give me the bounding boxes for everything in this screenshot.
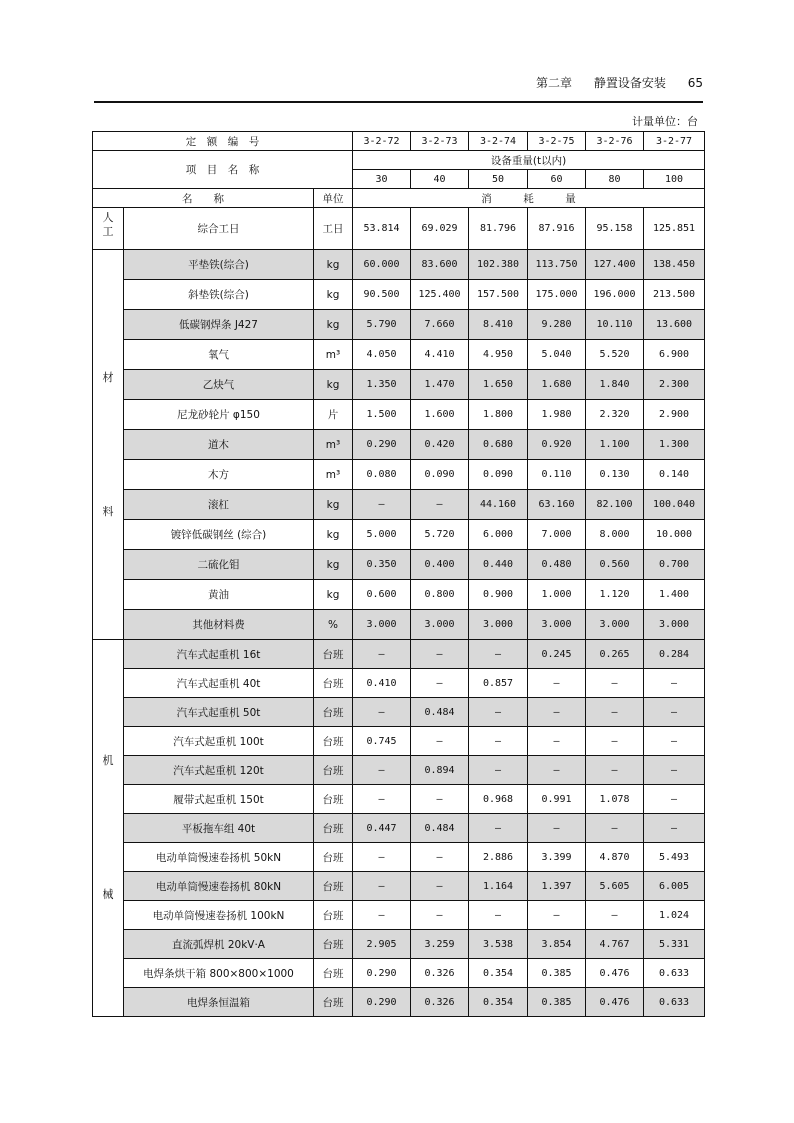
item-unit: kg: [314, 550, 353, 580]
item-unit: kg: [314, 520, 353, 550]
consumption-value: 100.040: [644, 490, 705, 520]
column-name-header: 名 称: [93, 189, 314, 208]
consumption-value: —: [411, 669, 469, 698]
consumption-value: —: [528, 814, 586, 843]
consumption-value: 2.300: [644, 370, 705, 400]
consumption-value: 1.300: [644, 430, 705, 460]
materials-row: [93, 310, 705, 340]
consumption-value: —: [644, 727, 705, 756]
machinery-row: [93, 901, 705, 930]
materials-row: [93, 340, 705, 370]
consumption-value: 0.410: [353, 669, 411, 698]
consumption-value: 0.326: [411, 988, 469, 1017]
consumption-value: 0.600: [353, 580, 411, 610]
consumption-value: 8.410: [469, 310, 528, 340]
materials-row: [93, 580, 705, 610]
consumption-value: —: [411, 640, 469, 669]
consumption-value: 6.000: [469, 520, 528, 550]
consumption-value: 213.500: [644, 280, 705, 310]
consumption-value: 0.354: [469, 959, 528, 988]
quota-code: 3-2-76: [586, 132, 644, 151]
consumption-value: 81.796: [469, 208, 528, 250]
item-unit: 台班: [314, 640, 353, 669]
weight-value: 100: [644, 170, 705, 189]
consumption-value: —: [644, 814, 705, 843]
consumption-value: 5.493: [644, 843, 705, 872]
consumption-value: 1.680: [528, 370, 586, 400]
materials-row: [93, 400, 705, 430]
consumption-value: 1.350: [353, 370, 411, 400]
category-label-bottom: 械: [102, 888, 114, 901]
consumption-value: 3.000: [644, 610, 705, 640]
consumption-value: 1.800: [469, 400, 528, 430]
machinery-row: [93, 640, 705, 669]
item-unit: %: [314, 610, 353, 640]
item-name: 乙炔气: [124, 370, 314, 400]
consumption-value: 0.480: [528, 550, 586, 580]
category-label: 人工: [102, 210, 114, 238]
consumption-value: 1.840: [586, 370, 644, 400]
consumption-value: 0.968: [469, 785, 528, 814]
machinery-row: [93, 959, 705, 988]
quota-number-label: 定 额 编 号: [93, 132, 353, 151]
machinery-row: [93, 756, 705, 785]
consumption-value: 3.000: [411, 610, 469, 640]
consumption-value: 5.520: [586, 340, 644, 370]
consumption-value: 0.476: [586, 959, 644, 988]
consumption-value: —: [411, 490, 469, 520]
item-name-label: 项 目 名 称: [93, 151, 353, 189]
machinery-row: [93, 843, 705, 872]
consumption-value: 5.000: [353, 520, 411, 550]
item-name: 汽车式起重机 50t: [124, 698, 314, 727]
consumption-value: 82.100: [586, 490, 644, 520]
consumption-value: 5.790: [353, 310, 411, 340]
materials-category: [93, 250, 124, 640]
quota-number-row: [93, 132, 705, 151]
consumption-value: 0.800: [411, 580, 469, 610]
consumption-value: 113.750: [528, 250, 586, 280]
item-name: 汽车式起重机 100t: [124, 727, 314, 756]
consumption-value: 0.633: [644, 959, 705, 988]
consumption-value: 4.870: [586, 843, 644, 872]
quota-code: 3-2-73: [411, 132, 469, 151]
consumption-value: 0.745: [353, 727, 411, 756]
item-unit: m³: [314, 430, 353, 460]
item-name: 滚杠: [124, 490, 314, 520]
consumption-value: 1.078: [586, 785, 644, 814]
column-unit-header: 单位: [314, 189, 353, 208]
consumption-value: 69.029: [411, 208, 469, 250]
consumption-value: 196.000: [586, 280, 644, 310]
consumption-value: 87.916: [528, 208, 586, 250]
item-name: 二硫化钼: [124, 550, 314, 580]
consumption-value: —: [586, 727, 644, 756]
item-name: 平板拖车组 40t: [124, 814, 314, 843]
item-unit: 台班: [314, 959, 353, 988]
item-unit: 台班: [314, 872, 353, 901]
consumption-value: —: [411, 872, 469, 901]
page-number: 65: [687, 76, 703, 90]
consumption-value: 0.900: [469, 580, 528, 610]
consumption-value: 2.886: [469, 843, 528, 872]
consumption-value: 4.410: [411, 340, 469, 370]
consumption-value: —: [586, 698, 644, 727]
consumption-value: 0.110: [528, 460, 586, 490]
unit-note: 计量单位：台: [632, 115, 698, 128]
consumption-value: 83.600: [411, 250, 469, 280]
consumption-value: —: [586, 814, 644, 843]
machinery-row: [93, 814, 705, 843]
consumption-value: 125.851: [644, 208, 705, 250]
machinery-row: [93, 872, 705, 901]
consumption-value: 0.140: [644, 460, 705, 490]
materials-row: [93, 610, 705, 640]
consumption-value: 5.720: [411, 520, 469, 550]
item-unit: 台班: [314, 669, 353, 698]
quota-code: 3-2-74: [469, 132, 528, 151]
consumption-value: 0.857: [469, 669, 528, 698]
consumption-value: 1.470: [411, 370, 469, 400]
consumption-value: 0.326: [411, 959, 469, 988]
consumption-value: —: [469, 698, 528, 727]
item-unit: m³: [314, 460, 353, 490]
consumption-value: —: [353, 698, 411, 727]
consumption-value: 127.400: [586, 250, 644, 280]
item-name: 直流弧焊机 20kV·A: [124, 930, 314, 959]
page-header: [94, 74, 703, 96]
consumption-value: —: [411, 727, 469, 756]
quota-table: [92, 131, 705, 1017]
machinery-row: [93, 988, 705, 1017]
machinery-row: [93, 698, 705, 727]
consumption-value: 138.450: [644, 250, 705, 280]
materials-row: [93, 250, 705, 280]
column-header-row: [93, 189, 705, 208]
consumption-value: —: [644, 698, 705, 727]
consumption-value: 10.000: [644, 520, 705, 550]
consumption-value: 0.080: [353, 460, 411, 490]
consumption-value: 0.290: [353, 988, 411, 1017]
consumption-value: 0.894: [411, 756, 469, 785]
item-name: 电焊条烘干箱 800×800×1000: [124, 959, 314, 988]
item-name: 木方: [124, 460, 314, 490]
item-name: 低碳钢焊条 J427: [124, 310, 314, 340]
consumption-value: 0.290: [353, 959, 411, 988]
consumption-value: 60.000: [353, 250, 411, 280]
machinery-row: [93, 727, 705, 756]
consumption-value: 0.290: [353, 430, 411, 460]
consumption-value: 0.090: [411, 460, 469, 490]
item-unit: 工日: [314, 208, 353, 250]
item-name: 镀锌低碳钢丝 (综合): [124, 520, 314, 550]
consumption-value: 0.484: [411, 814, 469, 843]
category-label-bottom: 料: [102, 504, 114, 518]
consumption-value: 8.000: [586, 520, 644, 550]
item-unit: 台班: [314, 727, 353, 756]
consumption-value: 0.284: [644, 640, 705, 669]
consumption-value: —: [411, 901, 469, 930]
consumption-value: 6.005: [644, 872, 705, 901]
consumption-value: —: [469, 901, 528, 930]
chapter-label: 第二章: [536, 76, 573, 90]
materials-row: [93, 430, 705, 460]
consumption-value: —: [528, 756, 586, 785]
item-unit: m³: [314, 340, 353, 370]
materials-row: [93, 550, 705, 580]
consumption-value: —: [528, 727, 586, 756]
item-unit: 台班: [314, 988, 353, 1017]
materials-row: [93, 370, 705, 400]
consumption-value: —: [411, 843, 469, 872]
chapter-title: 静置设备安装: [593, 76, 666, 90]
consumption-value: 0.090: [469, 460, 528, 490]
item-unit: 台班: [314, 901, 353, 930]
consumption-value: —: [353, 785, 411, 814]
machinery-row: [93, 930, 705, 959]
labor-row: [93, 208, 705, 250]
consumption-value: 4.050: [353, 340, 411, 370]
consumption-value: —: [586, 901, 644, 930]
consumption-value: —: [528, 698, 586, 727]
item-name: 履带式起重机 150t: [124, 785, 314, 814]
consumption-value: 0.350: [353, 550, 411, 580]
consumption-value: —: [353, 901, 411, 930]
consumption-value: —: [586, 756, 644, 785]
quota-code: 3-2-72: [353, 132, 411, 151]
consumption-value: 0.680: [469, 430, 528, 460]
consumption-value: —: [644, 785, 705, 814]
column-consumption-header: 消 耗 量: [353, 189, 705, 208]
consumption-value: 1.000: [528, 580, 586, 610]
consumption-value: —: [353, 756, 411, 785]
item-unit: 台班: [314, 930, 353, 959]
consumption-value: 95.158: [586, 208, 644, 250]
consumption-value: —: [353, 490, 411, 520]
item-unit: kg: [314, 580, 353, 610]
consumption-value: —: [644, 669, 705, 698]
consumption-value: 1.024: [644, 901, 705, 930]
consumption-value: 90.500: [353, 280, 411, 310]
weight-label: 设备重量(t以内): [353, 151, 705, 170]
machinery-category: [93, 640, 124, 1017]
consumption-value: 3.000: [353, 610, 411, 640]
consumption-value: 4.950: [469, 340, 528, 370]
consumption-value: 53.814: [353, 208, 411, 250]
consumption-value: 0.484: [411, 698, 469, 727]
item-unit: 片: [314, 400, 353, 430]
consumption-value: 1.164: [469, 872, 528, 901]
item-name: 尼龙砂轮片 φ150: [124, 400, 314, 430]
machinery-row: [93, 785, 705, 814]
consumption-value: 3.854: [528, 930, 586, 959]
item-name: 汽车式起重机 16t: [124, 640, 314, 669]
consumption-value: 5.040: [528, 340, 586, 370]
consumption-value: 0.476: [586, 988, 644, 1017]
consumption-value: 63.160: [528, 490, 586, 520]
weight-value: 40: [411, 170, 469, 189]
consumption-value: 3.399: [528, 843, 586, 872]
consumption-value: —: [469, 756, 528, 785]
item-unit: 台班: [314, 843, 353, 872]
item-name: 氧气: [124, 340, 314, 370]
consumption-value: —: [411, 785, 469, 814]
item-unit: kg: [314, 370, 353, 400]
materials-row: [93, 490, 705, 520]
item-name: 斜垫铁(综合): [124, 280, 314, 310]
weight-label-row: [93, 151, 705, 170]
consumption-value: —: [353, 640, 411, 669]
consumption-value: 0.440: [469, 550, 528, 580]
consumption-value: 7.660: [411, 310, 469, 340]
quota-code: 3-2-77: [644, 132, 705, 151]
consumption-value: 1.650: [469, 370, 528, 400]
item-name: 平垫铁(综合): [124, 250, 314, 280]
consumption-value: 5.331: [644, 930, 705, 959]
item-unit: kg: [314, 250, 353, 280]
labor-category: [93, 208, 124, 250]
item-name: 电动单筒慢速卷扬机 100kN: [124, 901, 314, 930]
consumption-value: 3.000: [586, 610, 644, 640]
consumption-value: 0.633: [644, 988, 705, 1017]
consumption-value: 0.385: [528, 959, 586, 988]
consumption-value: 13.600: [644, 310, 705, 340]
consumption-value: 10.110: [586, 310, 644, 340]
consumption-value: 102.380: [469, 250, 528, 280]
consumption-value: 0.385: [528, 988, 586, 1017]
consumption-value: 1.980: [528, 400, 586, 430]
category-label-top: 机: [102, 754, 114, 767]
item-unit: 台班: [314, 814, 353, 843]
consumption-value: —: [644, 756, 705, 785]
item-unit: 台班: [314, 756, 353, 785]
consumption-value: 44.160: [469, 490, 528, 520]
consumption-value: 3.000: [528, 610, 586, 640]
consumption-value: 2.900: [644, 400, 705, 430]
materials-row: [93, 460, 705, 490]
consumption-value: 4.767: [586, 930, 644, 959]
consumption-value: 1.500: [353, 400, 411, 430]
consumption-value: —: [469, 640, 528, 669]
consumption-value: 5.605: [586, 872, 644, 901]
item-name: 综合工日: [124, 208, 314, 250]
consumption-value: —: [353, 872, 411, 901]
consumption-value: 7.000: [528, 520, 586, 550]
item-name: 汽车式起重机 40t: [124, 669, 314, 698]
consumption-value: 0.354: [469, 988, 528, 1017]
consumption-value: 6.900: [644, 340, 705, 370]
consumption-value: 1.397: [528, 872, 586, 901]
consumption-value: 3.538: [469, 930, 528, 959]
consumption-value: 1.400: [644, 580, 705, 610]
quota-code: 3-2-75: [528, 132, 586, 151]
weight-value: 80: [586, 170, 644, 189]
consumption-value: —: [353, 843, 411, 872]
consumption-value: 0.420: [411, 430, 469, 460]
consumption-value: 0.920: [528, 430, 586, 460]
category-label-top: 材: [102, 370, 114, 384]
consumption-value: 0.400: [411, 550, 469, 580]
consumption-value: 1.120: [586, 580, 644, 610]
materials-row: [93, 280, 705, 310]
consumption-value: 0.245: [528, 640, 586, 669]
consumption-value: 0.991: [528, 785, 586, 814]
consumption-value: 9.280: [528, 310, 586, 340]
item-name: 电动单筒慢速卷扬机 50kN: [124, 843, 314, 872]
consumption-value: —: [469, 814, 528, 843]
consumption-value: 0.130: [586, 460, 644, 490]
item-unit: kg: [314, 310, 353, 340]
consumption-value: —: [528, 669, 586, 698]
consumption-value: 1.100: [586, 430, 644, 460]
consumption-value: 0.560: [586, 550, 644, 580]
item-name: 电动单筒慢速卷扬机 80kN: [124, 872, 314, 901]
weight-value: 50: [469, 170, 528, 189]
materials-row: [93, 520, 705, 550]
consumption-value: 125.400: [411, 280, 469, 310]
consumption-value: 2.905: [353, 930, 411, 959]
consumption-value: —: [528, 901, 586, 930]
consumption-value: 3.259: [411, 930, 469, 959]
quota-table-body: [93, 132, 705, 1017]
machinery-row: [93, 669, 705, 698]
item-unit: 台班: [314, 698, 353, 727]
item-unit: 台班: [314, 785, 353, 814]
consumption-value: 157.500: [469, 280, 528, 310]
consumption-value: —: [469, 727, 528, 756]
consumption-value: 3.000: [469, 610, 528, 640]
consumption-value: 0.447: [353, 814, 411, 843]
consumption-value: 175.000: [528, 280, 586, 310]
item-name: 其他材料费: [124, 610, 314, 640]
consumption-value: 1.600: [411, 400, 469, 430]
weight-value: 60: [528, 170, 586, 189]
item-name: 黄油: [124, 580, 314, 610]
consumption-value: 0.700: [644, 550, 705, 580]
consumption-value: —: [586, 669, 644, 698]
header-rule: [94, 101, 703, 103]
item-unit: kg: [314, 490, 353, 520]
consumption-value: 0.265: [586, 640, 644, 669]
item-name: 道木: [124, 430, 314, 460]
item-unit: kg: [314, 280, 353, 310]
item-name: 汽车式起重机 120t: [124, 756, 314, 785]
item-name: 电焊条恒温箱: [124, 988, 314, 1017]
weight-value: 30: [353, 170, 411, 189]
consumption-value: 2.320: [586, 400, 644, 430]
